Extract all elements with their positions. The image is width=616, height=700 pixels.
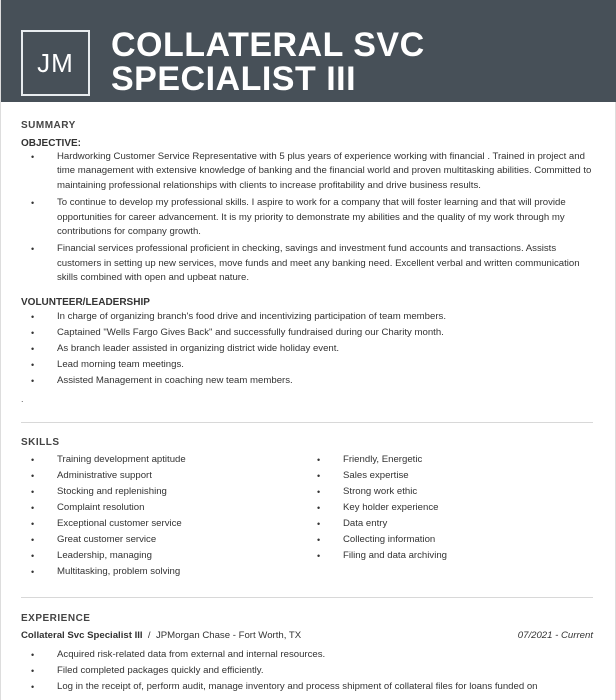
bullet-icon: • [317,519,321,529]
bullet-icon: • [31,328,35,338]
bullet-icon: • [31,455,35,465]
name-line-2: SPECIALIST III [111,60,357,98]
bullet-icon: • [31,198,35,209]
list-item: • Filed completed packages quickly and efficiently. [21,664,593,678]
bullet-icon: • [31,666,35,676]
list-item: • Multitasking, problem solving [21,564,301,580]
skills-list-left [21,452,301,580]
bullet-icon: • [31,535,35,545]
bullet-icon: • [317,551,321,561]
bullet-icon: • [31,487,35,497]
list-item: • Exceptional customer service [21,516,301,532]
experience-list [21,648,593,694]
list-item: • Strong work ethic [307,484,587,500]
list-item: • Sales expertise [307,468,587,484]
list-item: • Administrative support [21,468,301,484]
list-item: • Financial services professional proficient in checking, savings and investment fund accounts and transactions. Assists customers in setting up new services, move funds and meet any banking need. Excellent verbal and written communication skills combined with open and upbeat nature. [31,243,580,284]
list-item: • Great customer service [21,532,301,548]
bullet-icon: • [31,650,35,660]
list-item: • Complaint resolution [21,500,301,516]
bullet-icon: • [31,152,35,162]
list-item: • Lead morning team meetings. [21,358,593,372]
bullet-icon: • [31,682,35,692]
bullet-icon: • [31,244,35,255]
list-item: • Key holder experience [307,500,587,516]
job-header [21,630,593,641]
bullet-icon: • [317,487,321,497]
bullet-icon: • [31,376,35,386]
list-item: • Hardworking Customer Service Representative with 5 plus years of experience working with financial . Trained in project and time management with extensive knowledge of banking and the financial world and proven multitasking abilities. Committed to maintaining professional relationships with clients to increase profitability and drive business results. [31,151,592,191]
list-item: • Log in the receipt of, perform audit, manage inventory and process shipment of collateral files for loans funded on [21,680,593,694]
experience-heading: EXPERIENCE [21,613,91,624]
name-line-1: COLLATERAL SVC [111,26,425,64]
list-item: • Filing and data archiving [307,548,587,564]
list-item: • Data entry [307,516,587,532]
page-title [111,28,425,96]
objective-list [21,150,593,286]
bullet-icon: • [317,503,321,513]
section-divider [21,597,593,598]
bullet-icon: • [31,503,35,513]
resume-header [1,0,616,102]
objective-label: OBJECTIVE: [21,138,82,149]
bullet-icon: • [31,551,35,561]
list-item: • As branch leader assisted in organizing district wide holiday event. [21,342,593,356]
bullet-icon: • [31,344,35,354]
list-item: • Stocking and replenishing [21,484,301,500]
job-employer: JPMorgan Chase - Fort Worth, TX [155,630,302,641]
bullet-icon: • [317,455,321,465]
list-item: • Acquired risk-related data from external and internal resources. [21,648,593,662]
list-item: • Captained "Wells Fargo Gives Back" and successfully fundraised during our Charity month. [21,326,593,340]
bullet-icon: • [31,360,35,370]
job-title: Collateral Svc Specialist III [21,630,143,641]
trailing-mark: . [21,394,24,404]
bullet-icon: • [31,471,35,481]
bullet-icon: • [317,535,321,545]
section-divider [21,422,593,423]
bullet-icon: • [31,312,35,322]
summary-heading: SUMMARY [21,120,76,131]
bullet-icon: • [31,519,35,529]
list-item: • Assisted Management in coaching new team members. [21,374,593,388]
volunteer-label: VOLUNTEER/LEADERSHIP [21,297,150,308]
bullet-icon: • [317,471,321,481]
monogram-badge: JM [21,30,90,96]
job-dates: 07/2021 - Current [517,630,593,641]
bullet-icon: • [31,567,35,577]
list-item: • Leadership, managing [21,548,301,564]
list-item: • Friendly, Energetic [307,452,587,468]
skills-heading: SKILLS [21,437,60,448]
volunteer-list [21,310,593,388]
skills-list-right [307,452,587,564]
list-item: • Training development aptitude [21,452,301,468]
job-separator: / [147,630,151,641]
list-item: • To continue to develop my professional skills. I aspire to work for a company that will foster learning and that will provide opportunities for career advancement. It is my priority to demonstrate my abilities and the quality of my work through my contributions for company growth. [31,197,566,238]
list-item: • In charge of organizing branch's food drive and incentivizing participation of team members. [21,310,593,324]
list-item: • Collecting information [307,532,587,548]
